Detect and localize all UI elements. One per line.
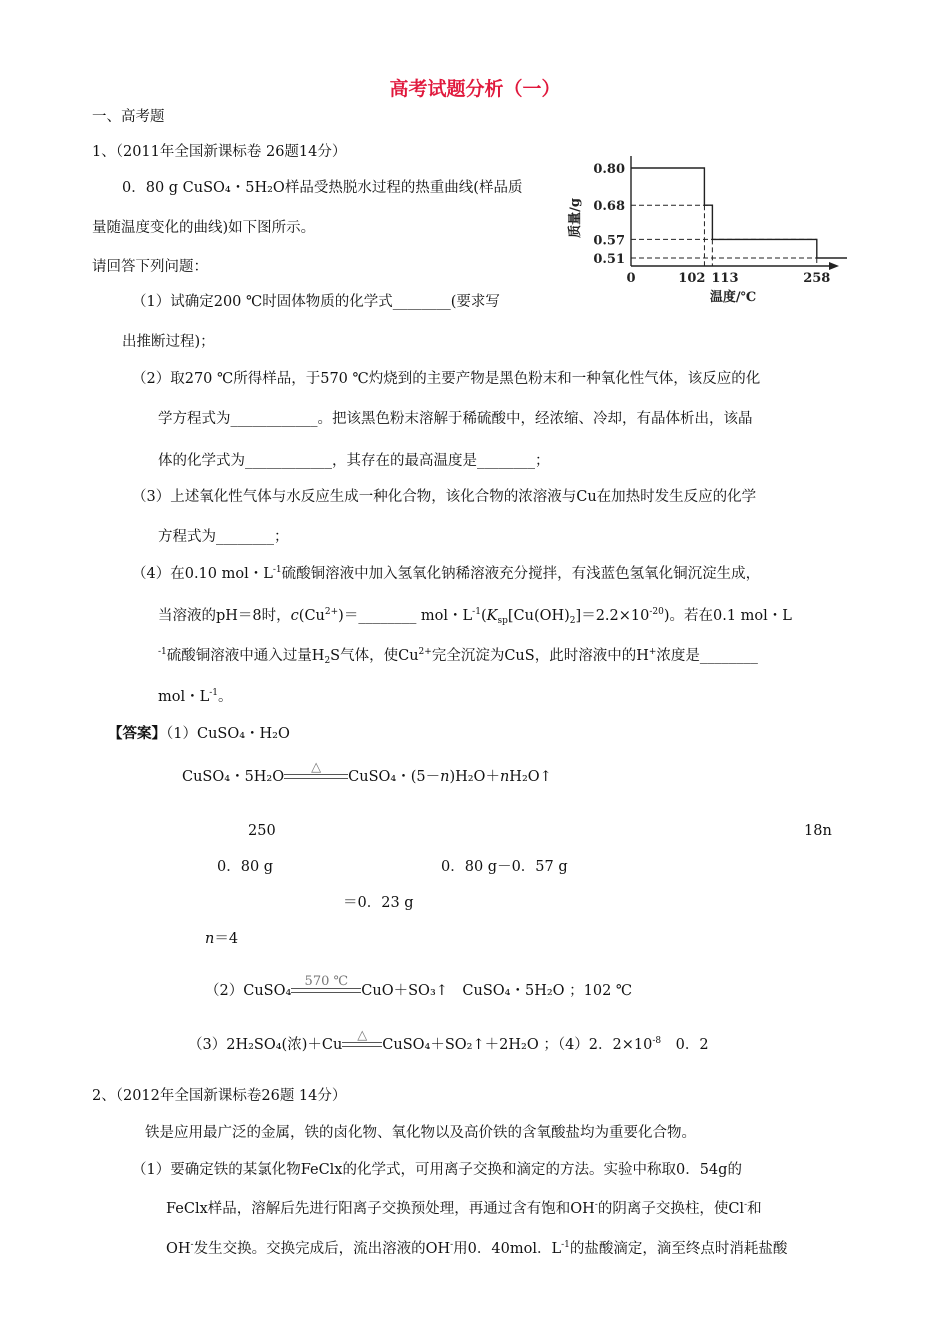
y-tick-label: 0.57 xyxy=(593,233,625,249)
answer1-line1: 【答案】（1）CuSO₄・H₂O xyxy=(108,725,290,742)
answer1-part3-4: （3）2H₂SO₄(浓)＋Cu △ CuSO₄＋SO₂↑＋2H₂O ；（4）2．$2\times 10^{-8}$ 0．2 xyxy=(188,1028,709,1053)
answer-label: 【答案】 xyxy=(108,725,166,742)
mass-right: 0．80 g－0．57 g xyxy=(441,859,568,875)
molar-mass-left: 250 xyxy=(248,823,276,839)
q2-part1-line3: OH-发生交换。交换完成后，流出溶液的OH-用0．40mol．$L^{-1}$的盐酸滴定，滴至终点时消耗盐酸 xyxy=(166,1240,788,1257)
chart-series xyxy=(631,168,847,258)
y-tick-label: 0.68 xyxy=(593,199,625,215)
chart-guide-lines xyxy=(631,168,847,266)
q1-stem-line1: 0．80 g CuSO₄・5H₂O样品受热脱水过程的热重曲线(样品质 xyxy=(122,180,523,196)
q1-prompt: 请回答下列问题： xyxy=(92,259,208,275)
q1-part3-line1: （3）上述氧化性气体与水反应生成一种化合物，该化合物的浓溶液与Cu在加热时发生反应的化学 xyxy=(132,489,757,505)
q1-part1-line1: （1）试确定200 ℃时固体物质的化学式________(要求写 xyxy=(132,294,500,310)
answer1-part2: （2）CuSO₄ 570 ℃ CuO＋SO₃↑ CuSO₄・5H₂O ；102 ℃ xyxy=(205,974,633,999)
n-result: n＝4 xyxy=(205,931,239,947)
y-axis-label: 质量/g xyxy=(568,198,583,238)
q2-part1-line2: FeClx样品，溶解后先进行阳离子交换预处理，再通过含有饱和OH-的阴离子交换柱，使Cl-和 xyxy=(166,1200,762,1217)
x-tick-label: 113 xyxy=(711,271,739,286)
heat-arrow-570: 570 ℃ xyxy=(291,981,361,995)
answer1-equation: CuSO₄・5H₂O △ CuSO₄・(5－n)H₂O＋nH₂O↑ xyxy=(182,760,552,785)
tg-curve xyxy=(631,168,847,258)
y-tick-label: 0.51 xyxy=(593,252,625,267)
chart-axes xyxy=(631,156,839,270)
q1-part4-line4: mol・$L^{-1}$。 xyxy=(158,688,233,705)
heat-arrow-2 xyxy=(342,1028,382,1049)
page-title: 高考试题分析（一） xyxy=(389,78,561,100)
mass-left: 0．80 g xyxy=(217,859,274,875)
delta-icon-2: △ xyxy=(357,1028,368,1043)
q1-part1-line2: 出推断过程)； xyxy=(122,334,215,350)
q1-part4-line2: 当溶液的pH＝8时，$c(Cu^{2+})=\_\_\_\_\_\_\_\_$ mol・$L^{-1}(K_{sp}[Cu(OH)_2]=2.2\times 10^{-20})$。若在0.1 mol・L xyxy=(158,607,792,626)
chart-tick-labels xyxy=(567,162,830,305)
x-axis-label: 温度/℃ xyxy=(709,290,757,305)
thermogravimetric-chart xyxy=(563,154,848,314)
x-axis-arrow-icon xyxy=(829,262,839,270)
q1-header: 1、（2011年全国新课标卷 26题14分） xyxy=(92,144,347,160)
q1-part4-line1: （4）在0.10 mol・$L^{-1}$硫酸铜溶液中加入氢氧化钠稀溶液充分搅拌，有浅蓝色氢氧化铜沉淀生成， xyxy=(132,565,761,582)
q2-part1-line1: （1）要确定铁的某氯化物FeClx的化学式，可用离子交换和滴定的方法。实验中称取0．54g的 xyxy=(132,1162,742,1178)
heat-arrow xyxy=(284,760,348,781)
q1-part3-line2: 方程式为________； xyxy=(158,529,289,545)
x-tick-label: 102 xyxy=(678,271,706,286)
delta-icon: △ xyxy=(311,760,322,775)
q1-part4-line3: $^{-1}$硫酸铜溶液中通入过量$H_2S$气体，使$Cu^{2+}$完全沉淀为CuS，此时溶液中的H+浓度是________ xyxy=(158,647,758,666)
q1-part2-line3: 体的化学式为____________，其存在的最高温度是________； xyxy=(158,453,550,469)
mass-result: ＝0．23 g xyxy=(343,895,414,911)
x-tick-label: 258 xyxy=(803,271,831,286)
x-tick-label: 0 xyxy=(626,271,636,286)
q1-stem-line2: 量随温度变化的曲线)如下图所示。 xyxy=(92,220,316,236)
q1-part2-line2: 学方程式为____________。把该黑色粉末溶解于稀硫酸中，经浓缩、冷却，有晶体析出，该晶 xyxy=(158,411,753,427)
q2-intro: 铁是应用最广泛的金属，铁的卤化物、氧化物以及高价铁的含氧酸盐均为重要化合物。 xyxy=(145,1125,696,1141)
molar-mass-right: 18n xyxy=(804,823,832,839)
q2-header: 2、（2012年全国新课标卷26题 14分） xyxy=(92,1088,347,1104)
section-heading: 一、高考题 xyxy=(92,109,165,125)
q1-part2-line1: （2）取270 ℃所得样品，于570 ℃灼烧到的主要产物是黑色粉末和一种氧化性气体，该反应的化 xyxy=(132,371,761,387)
y-tick-label: 0.80 xyxy=(593,162,625,177)
